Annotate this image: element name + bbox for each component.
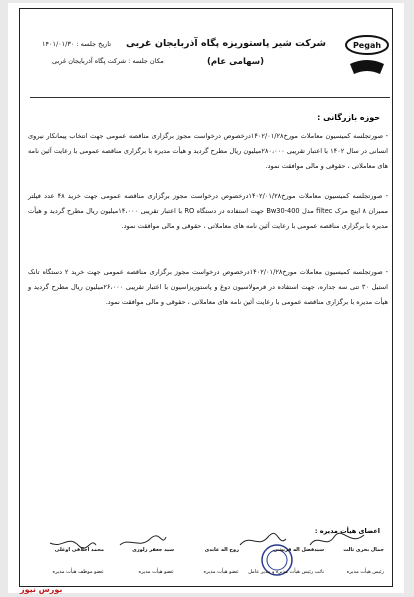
resolution-paragraph: - صورتجلسه کمیسیون معاملات مورخ۱۴۰۲/۰۱/۲۸درخصوص درخواست مجوز برگزاری مناقصه عمومی جهت خرید ۴۸ عدد فیلتر ممبران ۸ اینچ مرک filtec مدل Bw30-400 جهت استفاده در دستگاه RO با اعتبار تقریبی ۱۴،۰۰۰میلیون ریال مطرح گردید و هیأت مدیره با برگزاری مناقصه عمومی با رعایت آئین نامه های معاملاتی ، حقوقی و مالی موافقت نمود. <box>28 192 389 230</box>
signatory-role: عضو هیأت مدیره <box>203 569 239 575</box>
resolution-paragraph: - صورتجلسه کمیسیون معاملات مورخ۱۴۰۲/۰۱/۲۸درخصوص درخواست مجوز برگزاری مناقصه عمومی جهت خرید ۲ دستگاه تانک استیل ۳۰ تنی سه جداره، جهت استفاده در فرمولاسیون دوغ و پاستوریزاسیون با اعتبار تقریبی ۲۶،۰۰۰میلیون ریال مطرح گردید و هیأت مدیره با برگزاری مناقصه عمومی با رعایت آئین نامه های معاملاتی ، حقوقی و مالی موافقت نمود. <box>28 268 388 306</box>
signatory-name: محمد اخلاقی اوغلی <box>54 547 104 553</box>
signatory-name: سید جعفر زلوزی <box>132 547 174 553</box>
document-page <box>8 3 404 593</box>
members-title: اعضای هیأت مدیره : <box>314 527 380 535</box>
signatory-role: رئیس هیأت مدیره <box>346 569 384 575</box>
signatory-name: سیدفضل اله قریشی <box>272 547 324 553</box>
section-title: حوزه بازرگانی : <box>317 113 380 122</box>
signatory-name: جمال بحری ثالث <box>343 547 384 553</box>
logo-text: Pegah <box>352 41 382 50</box>
signatory-role: عضو هیأت مدیره <box>138 569 174 575</box>
company-type: (سهامی عام) <box>207 57 264 67</box>
signatory-role: نائب رئیس هیأت مدیره و مدیر عامل <box>248 569 324 575</box>
watermark: بورس نیوز <box>20 585 63 594</box>
signatory-name: روح اله عابدی <box>204 547 239 553</box>
meeting-place: مکان جلسه : شرکت پگاه آذربایجان غربی <box>52 57 164 65</box>
pegah-logo <box>344 30 390 80</box>
company-name: شرکت شیر پاستوریزه پگاه آذربایجان غربی <box>125 38 326 49</box>
header-divider <box>30 97 390 98</box>
meeting-date: تاریخ جلسه : ۱۴۰۱/۰۱/۳۰ <box>42 40 112 48</box>
resolution-paragraph: - صورتجلسه کمیسیون معاملات مورخ۱۴۰۲/۰۱/۲۸درخصوص درخواست مجوز برگزاری مناقصه عمومی جهت انتخاب پیمانکار نیروی انسانی در سال ۱۴۰۲ با اعتبار تقریبی ۲۸۰،۰۰۰میلیون ریال مطرح گردید و هیأت مدیره با برگزاری مناقصه عمومی با رعایت آئین نامه های معاملاتی ، حقوقی و مالی موافقت نمود. <box>28 132 389 170</box>
signatory-role: عضو موظف هیأت مدیره <box>52 569 104 575</box>
